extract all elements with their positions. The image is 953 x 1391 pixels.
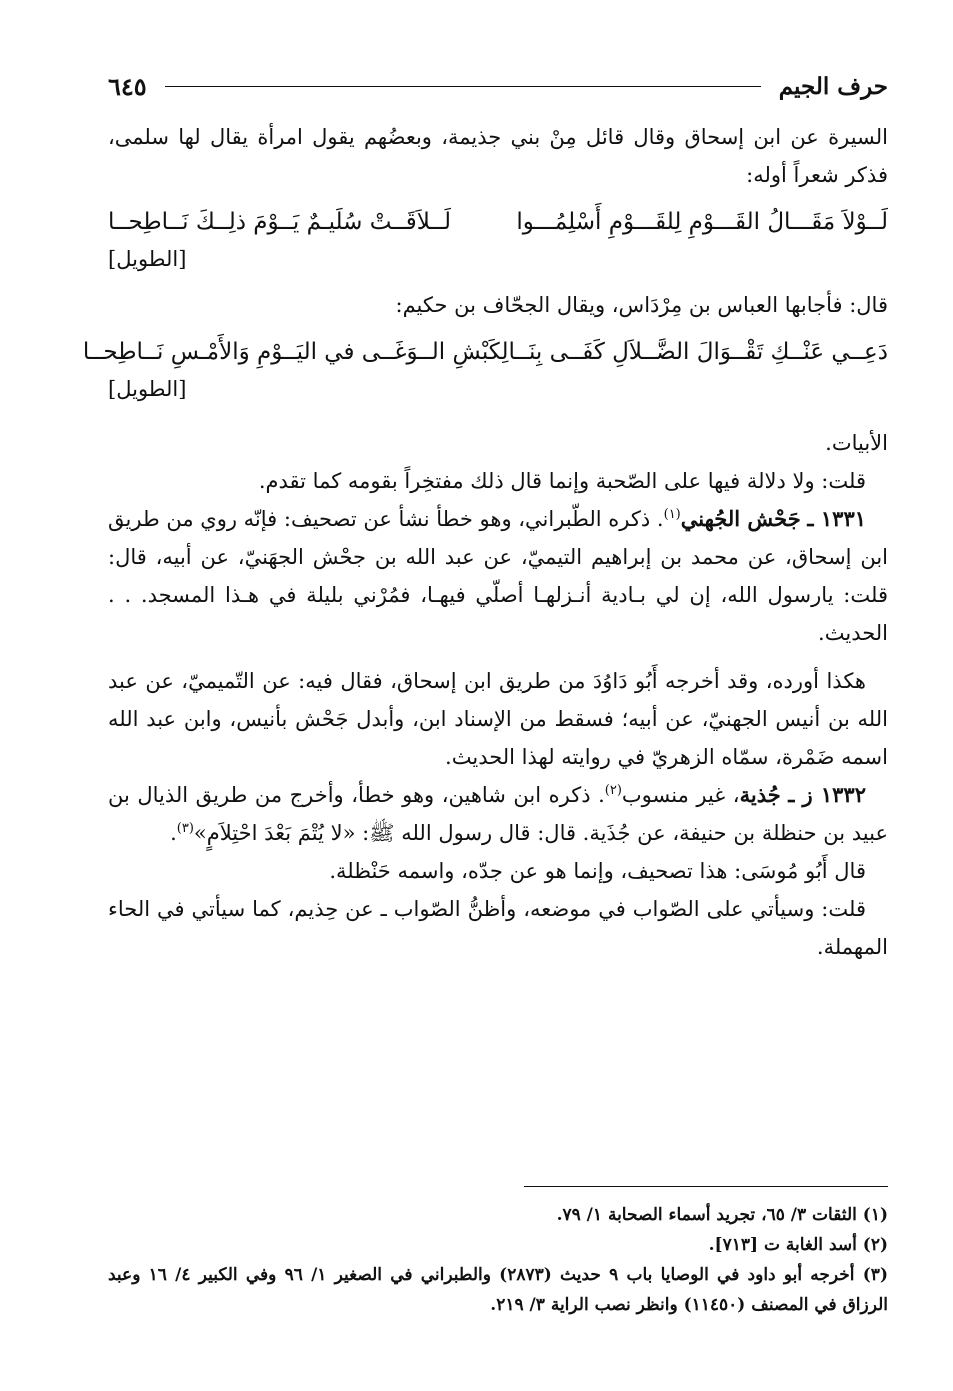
entry-1332-name: جُذية	[739, 782, 781, 807]
paragraph-sira: السيرة عن ابن إسحاق وقال قائل مِنْ بني جذيمة، وبعضُهم يقول امرأة يقال لها سلمى، فذكر شعراً أوله:	[108, 125, 888, 187]
footnote-3: (٣) أخرجه أبو داود في الوصايا باب ٩ حديث (٢٨٧٣) والطبراني في الصغير ١/ ٩٦ وفي الكبير ٤/ ١٦ وعبد الرزاق في المصنف (١١٤٥٠) وانظر نصب الراية ٣/ ٢١٩.	[108, 1265, 888, 1315]
page	[82, 64, 888, 1315]
entry-1332-text: . ذكره ابن شاهين، وهو خطأ، وأخرج من طريق الذيال بن عبيد بن حنظلة بن حنيفة، عن جُذَية. قال: قال رسول الله ﷺ: «لا يُتْمَ بَعْدَ احْتِلاَمٍ»	[108, 783, 888, 845]
footnote-mark-1: (١)	[663, 507, 681, 522]
entry-1332	[108, 776, 888, 852]
footnote-mark-2: (٢)	[604, 783, 622, 798]
verse-2-first-hemistich: دَعِــي عَنْــكِ تَقْــوَالَ الضَّــلاَلِ كَفَــى بِنَــا	[508, 339, 888, 365]
footnote-2: (٢) أسد الغابة ت [٧١٣].	[708, 1235, 888, 1255]
footnote-1: (١) الثقات ٣/ ٦٥، تجريد أسماء الصحابة ١/ ٧٩.	[556, 1205, 888, 1225]
paragraph-abu-musa: قال أَبُو مُوسَى: هذا تصحيف، وإنما هو عن جدّه، واسمه حَنْظلة.	[329, 859, 866, 883]
verse-2-meter: [الطويل]	[108, 377, 187, 401]
verse-1-second-hemistich: لَــلاَقَــتْ سُلَيـمٌ يَــوْمَ ذلِــكَ نَــاطِحــا	[108, 209, 452, 235]
entry-1331-text: . ذكره الطّبراني، وهو خطأ نشأ عن تصحيف: فإنّه روي من طريق ابن إسحاق، عن محمد بن إبراهيم التيميّ، عن عبد الله بن جحْش الجهَنيّ، عن أبيه، قال: قلت: يارسول الله، إن لي بـادية أنـزلهـا أصلّي فيهـا، فمُرْني بليلة في هـذا المسجد. . . الحديث.	[108, 507, 888, 645]
entry-1332-end: .	[170, 821, 177, 845]
footnote-separator	[524, 1186, 888, 1187]
verse-line-2	[82, 332, 888, 372]
chapter-title: حرف الجيم	[778, 72, 888, 100]
entry-1331-name: جَحْش الجُهني	[680, 506, 801, 531]
paragraph-abyat: الأبيات.	[825, 431, 888, 455]
entry-1332-after-name: ، غير منسوب	[621, 783, 740, 807]
paragraph-hakadha: هكذا أورده، وقد أخرجه أَبُو دَاوُدَ من طريق ابن إسحاق، فقال فيه: عن التّميميّ، عن عبد الله بن أنيس الجهنيّ، عن أبيه؛ فسقط من الإسناد ابن، وأبدل جَحْش بأنيس، وابن عبد الله اسمه ضَمْرة، سمّاه الزهريّ في روايته لهذا الحديث.	[108, 669, 888, 769]
paragraph-reply: قال: فأجابها العباس بن مِرْدَاس، ويقال الجحّاف بن حكيم:	[395, 293, 888, 317]
running-header	[108, 64, 888, 108]
paragraph-qultu-1: قلت: ولا دلالة فيها على الصّحبة وإنما قال ذلك مفتخِراً بقومه كما تقدم.	[258, 469, 866, 493]
verse-line-1	[108, 202, 888, 242]
verse-2-second-hemistich: لِكَبْشِ الــوَغَــى في اليَــوْمِ وَالأَمْـسِ نَــاطِحــا	[82, 339, 509, 365]
page-number: ٦٤٥	[108, 71, 147, 101]
footnote-mark-3: (٣)	[176, 821, 194, 836]
verse-1-meter: [الطويل]	[108, 247, 187, 271]
entry-1331-number: ١٣٣١ ـ	[807, 506, 867, 531]
paragraph-qultu-2: قلت: وسيأتي على الصّواب في موضعه، وأظنُّ الصّواب ـ عن حِذيم، كما سيأتي في الحاء المهملة.	[108, 897, 888, 959]
entry-1331	[108, 500, 888, 652]
entry-1332-number: ١٣٣٢ ز ـ	[788, 782, 866, 807]
header-rule	[165, 86, 761, 87]
verse-1-first-hemistich: لَــوْلاَ مَقَـــالُ القَـــوْمِ لِلقَـــوْمِ أَسْلِمُـــوا	[516, 209, 888, 235]
footnotes	[108, 1200, 888, 1320]
